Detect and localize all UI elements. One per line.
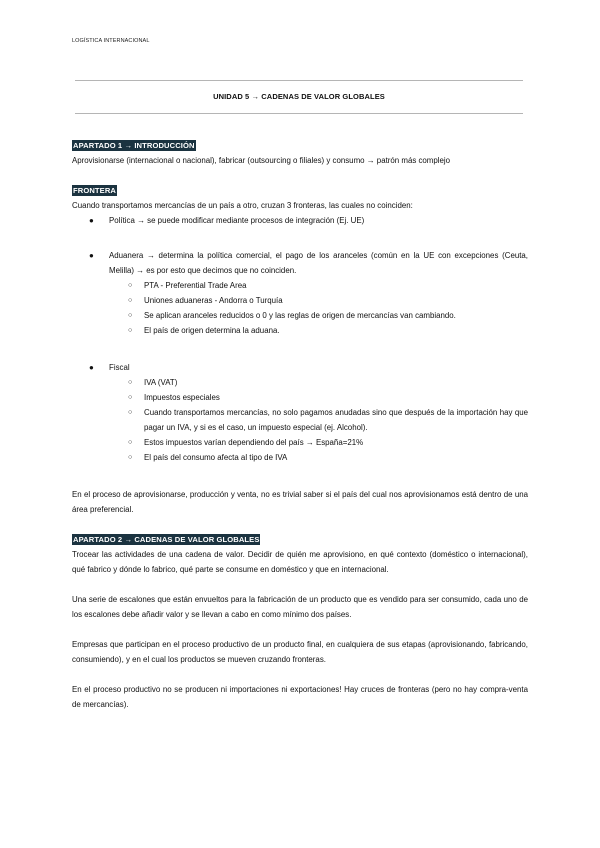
frontera-item-politica: ● Política → se puede modificar mediante procesos de integración (Ej. UE)	[72, 213, 528, 228]
section2-paragraph: Empresas que participan en el proceso productivo de un producto final, en cualquiera de sus etapas (aprovisionando, fabricando, consumiendo), y en el cual los productos se mueven cruzando fronteras.	[72, 640, 528, 664]
hollow-circle-bullet-icon: ○	[128, 454, 133, 461]
filled-circle-bullet-icon: ●	[89, 251, 94, 260]
document-body	[72, 138, 528, 712]
hollow-circle-bullet-icon: ○	[128, 379, 133, 386]
hollow-circle-bullet-icon: ○	[128, 297, 133, 304]
hollow-circle-bullet-icon: ○	[128, 394, 133, 401]
frontera-item-fiscal: ● Fiscal	[72, 360, 528, 375]
fiscal-subitem: ○ IVA (VAT)	[72, 375, 528, 390]
aduanera-subitem: ○ Se aplican aranceles reducidos o 0 y las reglas de origen de mercancías van cambiando.	[72, 308, 528, 323]
hollow-circle-bullet-icon: ○	[128, 282, 133, 289]
fiscal-subitem: ○ El país del consumo afecta al tipo de IVA	[72, 450, 528, 465]
frontera-lead: Cuando transportamos mercancías de un país a otro, cruzan 3 fronteras, las cuales no coinciden:	[72, 201, 413, 210]
fiscal-subitem: ○ Estos impuestos varían dependiendo del país → España=21%	[72, 435, 528, 450]
document-header-label: LOGÍSTICA INTERNACIONAL	[72, 38, 150, 44]
filled-circle-bullet-icon: ●	[89, 363, 94, 372]
aduanera-subitem: ○ Uniones aduaneras - Andorra o Turquía	[72, 293, 528, 308]
unit-title: UNIDAD 5 → CADENAS DE VALOR GLOBALES	[213, 92, 385, 101]
hollow-circle-bullet-icon: ○	[128, 327, 133, 334]
aduanera-subitem: ○ El país de origen determina la aduana.	[72, 323, 528, 338]
fiscal-subitem: ○ Impuestos especiales	[72, 390, 528, 405]
filled-circle-bullet-icon: ●	[89, 216, 94, 225]
top-divider	[75, 80, 523, 81]
frontera-list	[72, 213, 528, 278]
section2-paragraph: En el proceso productivo no se producen ni importaciones ni exportaciones! Hay cruces de fronteras (pero no hay compra-venta de mercancías).	[72, 685, 528, 709]
section2-paragraph: Trocear las actividades de una cadena de valor. Decidir de quién me aprovisiono, en qué contexto (doméstico o internacional), qué fabrico y dónde lo fabrico, qué parte se consume en doméstico y que en internacional.	[72, 550, 528, 574]
fiscal-sublist	[72, 375, 528, 465]
aduanera-subitem: ○ PTA - Preferential Trade Area	[72, 278, 528, 293]
aduanera-sublist	[72, 278, 528, 338]
section1-closing: En el proceso de aprovisionarse, producción y venta, no es trivial saber si el país del cual nos aprovisionamos está dentro de una área preferencial.	[72, 490, 528, 514]
hollow-circle-bullet-icon: ○	[128, 439, 133, 446]
bottom-divider	[75, 113, 523, 114]
section1-intro: Aprovisionarse (internacional o nacional), fabricar (outsourcing o filiales) y consumo → patrón más complejo	[72, 156, 451, 165]
section1-heading: APARTADO 1 → INTRODUCCIÓN	[73, 141, 195, 150]
section2-heading: APARTADO 2 → CADENAS DE VALOR GLOBALES	[73, 535, 260, 544]
fiscal-subitem: ○ Cuando transportamos mercancías, no solo pagamos anudadas sino que después de la importación hay que pagar un IVA, y si es el caso, un impuesto especial (ej. Alcohol).	[72, 405, 528, 435]
frontera-heading: FRONTERA	[73, 186, 116, 195]
frontera-item-aduanera: ● Aduanera → determina la política comercial, el pago de los aranceles (común en la UE con excepciones (Ceuta, Melilla) → es por esto que decimos que no coinciden.	[72, 248, 528, 278]
hollow-circle-bullet-icon: ○	[128, 409, 133, 416]
section2-paragraph: Una serie de escalones que están envueltos para la fabricación de un producto que es vendido para ser consumido, cada uno de los escalones debe añadir valor y se llevan a cabo en como mínimo dos países.	[72, 595, 528, 619]
hollow-circle-bullet-icon: ○	[128, 312, 133, 319]
